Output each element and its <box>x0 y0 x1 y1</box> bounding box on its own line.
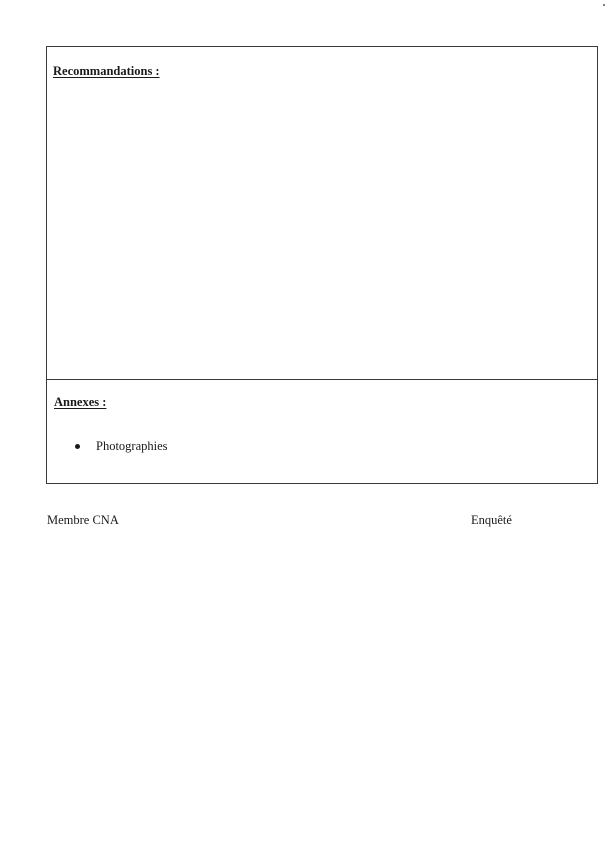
recommandations-heading: Recommandations : <box>53 64 160 78</box>
annex-item-label: Photographies <box>96 439 168 453</box>
annex-item <box>75 439 168 454</box>
signature-label-respondent: Enquêté <box>471 513 512 527</box>
annexes-section <box>47 379 597 483</box>
bullet-icon <box>75 444 80 449</box>
signature-label-cna-member: Membre CNA <box>47 513 119 527</box>
form-box <box>46 46 598 484</box>
recommandations-section <box>47 47 597 380</box>
annexes-list <box>75 439 168 454</box>
annexes-heading: Annexes : <box>54 395 107 409</box>
scan-speck <box>603 4 605 6</box>
